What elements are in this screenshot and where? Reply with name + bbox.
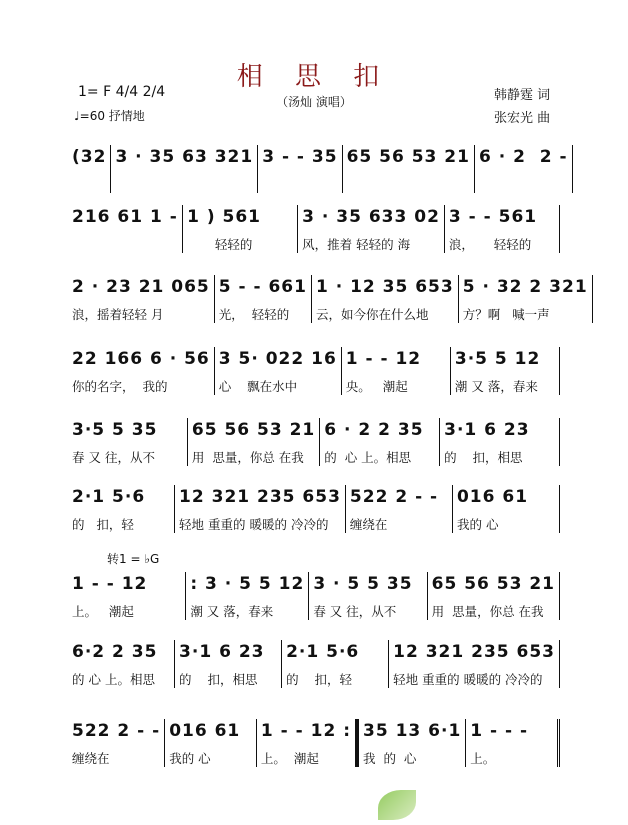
measure-lyric: 光， 轻轻的 [218,307,290,322]
score-system [68,145,568,193]
measure-lyric: 缠绕在 [72,751,110,766]
measure [68,145,111,193]
measure-lyric: 潮 又 落，春来 [454,379,538,394]
key-change: 转1 = ♭G [107,552,160,566]
measure [215,275,312,323]
measure-notes: 216 61 1 - [72,207,178,227]
measure-lyric [479,175,568,193]
measure [282,640,389,688]
measure-lyric: 缠绕在 [349,517,388,532]
measure-notes: 65 56 53 21 [346,147,470,167]
measure-lyric: 的 扣，相思 [444,450,523,465]
measure-notes: 35 13 6·1 [363,721,462,741]
measure [459,275,593,323]
measure-notes: 3·1 6 23 [444,420,530,440]
measure-notes: 1 · 12 35 653 [315,277,454,297]
measure [68,205,183,253]
measure [312,275,459,323]
measure [342,347,451,395]
score-system [68,719,560,767]
measure-notes: 1 - - 12 [72,574,148,594]
measure-lyric [262,175,337,193]
measure-notes: 6 · 2 2 - [478,147,568,167]
measure-notes: 016 61 [169,721,241,741]
measure-notes: 65 56 53 21 [191,420,316,440]
measure [298,205,445,253]
measure [183,205,298,253]
measure-lyric: 潮 又 落，春来 [190,604,274,619]
measure [68,485,175,533]
measure-notes: 6 · 2 2 35 [324,420,424,440]
measure [68,418,188,466]
measure-lyric: 的 扣，相思 [179,672,258,687]
measure-notes: 22 166 6 · 56 [72,349,210,369]
measure [428,572,560,620]
measure-notes: 1 - - 12 [345,349,422,369]
measure [451,347,560,395]
measure-notes: 5 - - 661 [218,277,307,297]
measure-lyric: 的 扣，轻 [286,672,352,687]
measure [175,485,346,533]
measure [68,275,215,323]
measure-lyric: 风，推着 轻轻的 海 [302,237,411,252]
measure-lyric: 央。 潮起 [345,379,408,394]
measure [453,485,560,533]
measure-lyric: 我的 心 [169,751,211,766]
measure-lyric: 春 又 往，从不 [313,604,397,619]
measure-notes: 3 · 5 5 35 [313,574,413,594]
score-system [68,418,560,466]
measure-notes: 12 321 235 653 [179,487,341,507]
measure-notes: 522 2 - - [72,721,161,741]
measure-lyric: 云，如今你在什么地 [315,307,429,322]
score-system [68,275,588,323]
measure [257,719,359,767]
measure [440,418,560,466]
measure [359,719,466,767]
singer-credit: （汤灿 演唱） [276,95,352,109]
measure [188,418,320,466]
composer-credit: 张宏光 曲 [494,111,551,126]
measure-lyric [115,175,253,193]
measure [320,418,440,466]
measure-lyric: 上。 潮起 [72,604,134,619]
measure-lyric: 浪， 轻轻的 [448,237,532,252]
measure-lyric: 春 又 往，从不 [72,450,155,465]
measure-notes: 016 61 [456,487,529,507]
measure-notes: (32 [72,147,107,167]
measure-notes: 3·1 6 23 [179,642,265,662]
score-system [68,205,560,253]
measure-notes: 3 - - 561 [448,207,538,227]
measure-notes: 1 - - - [470,721,529,741]
measure-notes: : 3 · 5 5 12 [190,574,305,594]
measure [68,719,165,767]
measure [389,640,560,688]
tempo-marking: ♩=60 抒情地 [74,109,145,123]
measure [466,719,560,767]
score-system [68,640,560,688]
measure [343,145,475,193]
measure-lyric: 方？啊 喊一声 [462,307,550,322]
measure [258,145,342,193]
lyricist-credit: 韩静霆 词 [494,88,551,103]
measure-lyric: 轻地 重重的 暖暖的 冷冷的 [393,672,543,687]
measure-lyric: 轻轻的 [187,237,253,252]
measure-lyric: 上。 潮起 [260,751,319,766]
measure-lyric: 浪，摇着轻轻 月 [72,307,164,322]
measure-notes: 2·1 5·6 [286,642,360,662]
measure-notes: 3 5· 022 16 [218,349,337,369]
measure [68,640,175,688]
measure-lyric: 心 飘在水中 [218,379,298,394]
measure-lyric: 轻地 重重的 暖暖的 冷冷的 [179,517,329,532]
measure-lyric: 的 扣，轻 [72,517,134,532]
measure [165,719,257,767]
measure-notes: 3 · 35 63 321 [115,147,254,167]
measure [309,572,427,620]
measure-notes: 3 - - 35 [262,147,338,167]
measure-lyric: 的 心 上。相思 [72,672,155,687]
measure [68,572,186,620]
measure [111,145,258,193]
measure-notes: 12 321 235 653 [393,642,556,662]
score-system [68,572,560,620]
measure-lyric: 我 的 心 [363,751,417,766]
measure-lyric [72,175,106,193]
score-system [68,485,560,533]
measure [186,572,309,620]
measure-notes: 3·5 5 12 [454,349,541,369]
measure [346,485,453,533]
measure-notes: 1 ) 561 [187,207,261,227]
measure-notes: 65 56 53 21 [431,574,556,594]
key-signature: 1= F 4/4 2/4 [78,84,166,100]
measure-notes: 522 2 - - [349,487,439,507]
measure-notes: 1 - - 12 : [260,721,351,741]
song-title: 相 思 扣 [236,62,392,92]
measure-lyric: 的 心 上。相思 [324,450,412,465]
measure-notes: 2 · 23 21 065 [72,277,210,297]
measure-notes: 3 · 35 633 02 [302,207,440,227]
measure-notes: 6·2 2 35 [72,642,158,662]
measure-lyric: 用 思量，你总 在我 [191,450,304,465]
measure [215,347,342,395]
score-system [68,347,560,395]
leaf-decoration [378,790,416,820]
measure-lyric: 上。 [470,751,496,766]
measure-notes: 5 · 32 2 321 [462,277,588,297]
measure [68,347,215,395]
measure-lyric: 用 思量，你总 在我 [431,604,544,619]
measure [445,205,560,253]
measure-notes: 3·5 5 35 [72,420,158,440]
measure [175,640,282,688]
measure-lyric: 我的 心 [456,517,499,532]
measure-lyric: 你的名字， 我的 [72,379,168,394]
measure-lyric [347,175,470,193]
measure-notes: 2·1 5·6 [72,487,146,507]
measure-lyric [72,235,178,253]
measure [475,145,573,193]
